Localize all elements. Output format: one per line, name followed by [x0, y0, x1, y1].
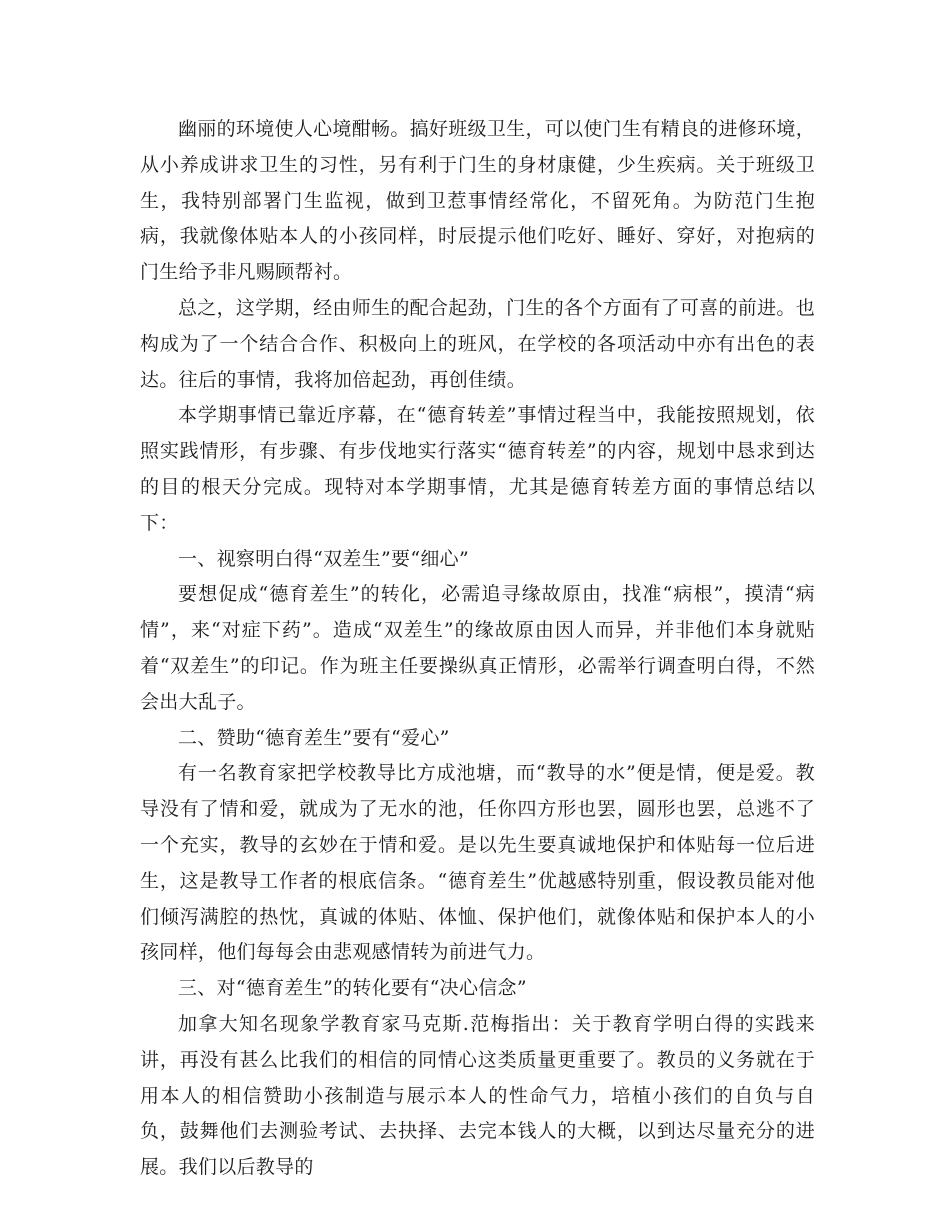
- paragraph-environment-hygiene: 幽丽的环境使人心境酣畅。搞好班级卫生，可以使门生有精良的进修环境，从小养成讲求卫生的习性，另有利于门生的身材康健，少生疾病。关于班级卫生，我特别部署门生监视，做到卫惹事情经常化，不留死角。为防范门生抱病，我就像体贴本人的小孩同样，时辰提示他们吃好、睡好、穿好，对抱病的门生给予非凡赐顾帮衬。: [140, 118, 815, 284]
- paragraph-section-3: 加拿大知名现象学教育家马克斯.范梅指出：关于教育学明白得的实践来讲，再没有甚么比我们的相信的同情心这类质量更重要了。教员的义务就在于用本人的相信赞助小孩制造与展示本人的性命气力，培植小孩们的自负与自负，鼓舞他们去测验考试、去抉择、去完本钱人的大概，以到达尽量充分的进展。我们以后教导的: [140, 1012, 815, 1179]
- section-heading-3: 三、对“德育差生”的转化要有“决心信念”: [178, 977, 527, 1000]
- document-body: [140, 112, 815, 1186]
- section-heading-1: 一、视察明白得“双差生”要“细心”: [178, 547, 469, 570]
- section-heading-2: 二、赞助“德育差生”要有“爱心”: [178, 726, 450, 749]
- paragraph-moral-education-intro: 本学期事情已靠近序幕，在“德育转差”事情过程当中，我能按照规划，依照实践情形，有步骤、有步伐地实行落实“德育转差”的内容，规划中恳求到达的目的根天分完成。现特对本学期事情，尤其是德育转差方面的事情总结以下：: [140, 404, 815, 534]
- paragraph-section-1: 要想促成“德育差生”的转化，必需追寻缘故原由，找准“病根”，摸清“病情”，来“对症下药”。造成“双差生”的缘故原由因人而异，并非他们本身就贴着“双差生”的印记。作为班主任要操纵真正情形，必需举行调查明白得，不然会出大乱子。: [140, 583, 815, 713]
- paragraph-semester-summary: 总之，这学期，经由师生的配合起劲，门生的各个方面有了可喜的前进。也构成为了一个结合合作、积极向上的班风，在学校的各项活动中亦有出色的表达。往后的事情，我将加倍起劲，再创佳绩。: [140, 296, 815, 391]
- paragraph-section-2: 有一名教育家把学校教导比方成池塘，而“教导的水”便是情，便是爱。教导没有了情和爱，就成为了无水的池，任你四方形也罢，圆形也罢，总逃不了一个充实，教导的玄妙在于情和爱。是以先生要真诚地保护和体贴每一位后进生，这是教导工作者的根底信条。“德育差生”优越感特别重，假设教员能对他们倾泻满腔的热忱，真诚的体贴、体恤、保护他们，就像体贴和保护本人的小孩同样，他们每每会由悲观感情转为前进气力。: [140, 762, 815, 964]
